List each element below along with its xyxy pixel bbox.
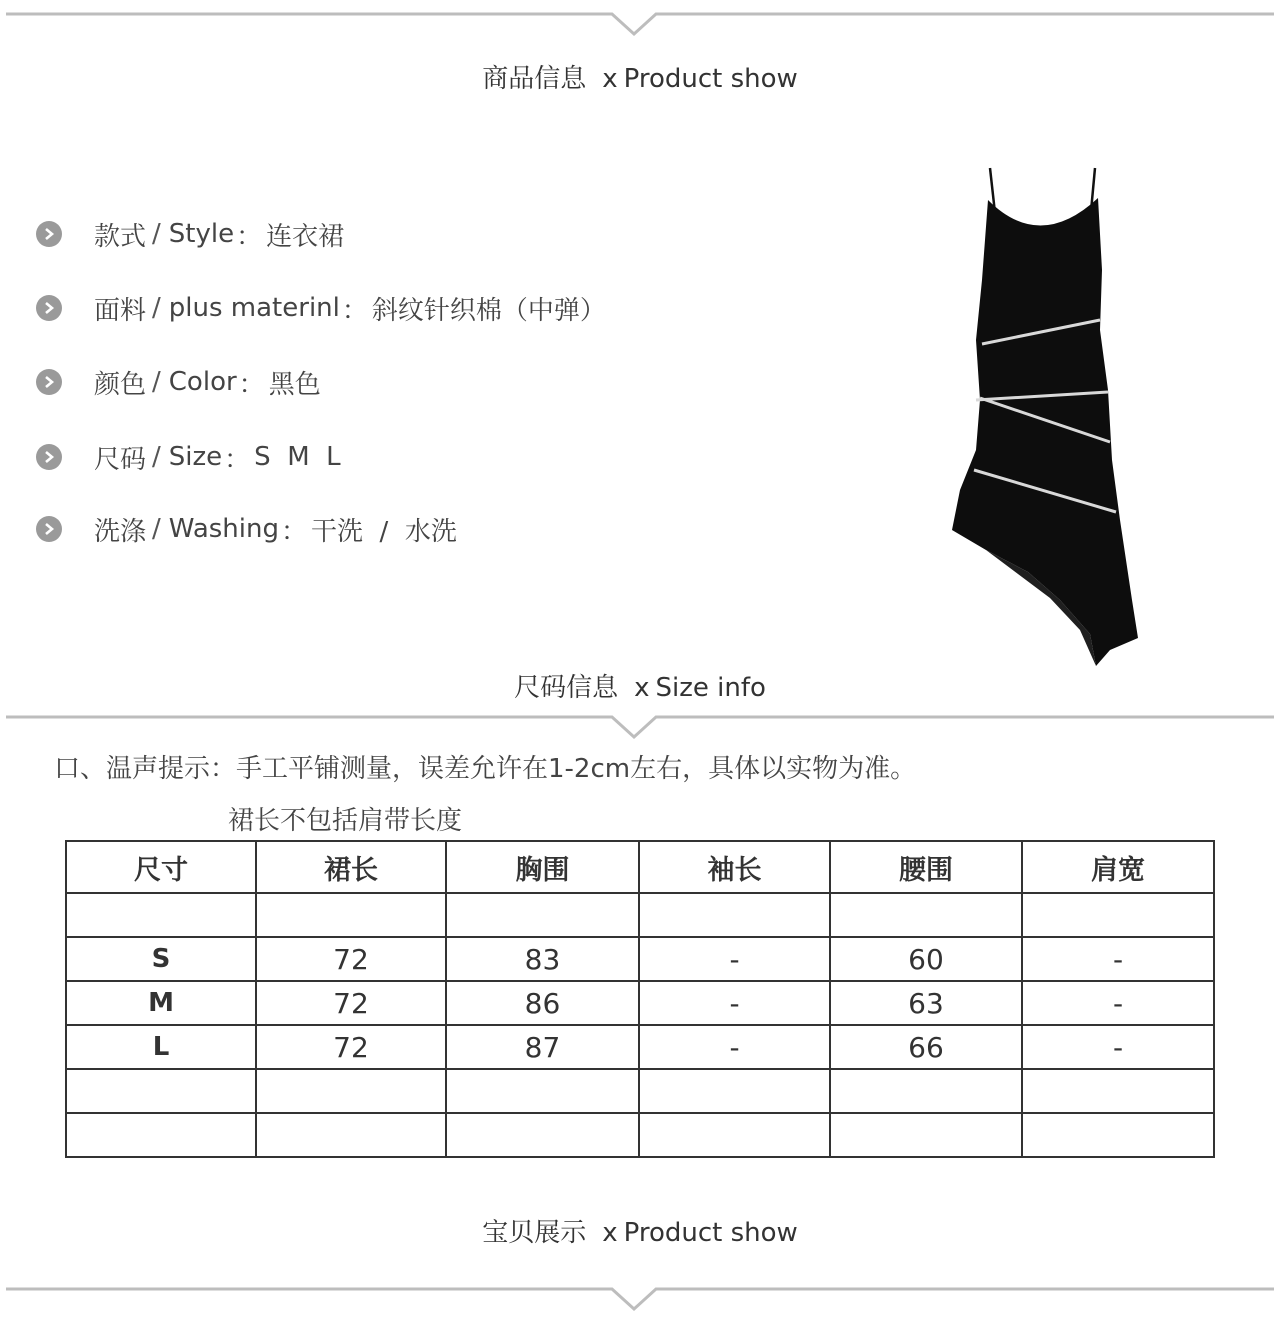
spec-value: 黑色 — [268, 369, 321, 400]
spec-value: 斜纹针织棉（中弹） — [371, 295, 606, 326]
table-cell: - — [639, 1025, 830, 1069]
table-cell: 86 — [446, 981, 639, 1025]
middle-divider — [0, 711, 1280, 735]
table-cell — [66, 1069, 256, 1113]
table-cell: 87 — [446, 1025, 639, 1069]
spec-label-cn: 洗涤 — [94, 516, 147, 547]
table-row — [66, 1025, 1214, 1069]
spec-label-cn: 面料 — [94, 295, 147, 326]
section-title-cn: 宝贝展示 — [482, 1218, 587, 1248]
table-cell: - — [639, 981, 830, 1025]
spec-sep: / — [152, 514, 161, 544]
spec-sep: / — [152, 293, 161, 323]
chevron-right-circle-icon — [36, 516, 62, 542]
section-title-x: x — [602, 1218, 618, 1248]
table-cell: M — [66, 981, 256, 1025]
table-cell — [446, 1069, 639, 1113]
table-cell: 72 — [256, 1025, 446, 1069]
table-cell — [830, 1069, 1022, 1113]
notch-down-icon — [0, 711, 1280, 741]
section-title-x: x — [602, 64, 618, 94]
table-header-row — [66, 841, 1214, 893]
section-title-en: Size info — [655, 673, 766, 703]
table-cell — [639, 1113, 830, 1157]
black-mermaid-slip-dress-photo — [940, 160, 1150, 675]
table-cell — [256, 1069, 446, 1113]
section-title-x: x — [634, 673, 650, 703]
table-cell — [256, 1113, 446, 1157]
table-row — [66, 937, 1214, 981]
spec-label-en: Washing — [168, 514, 279, 544]
spec-row-color — [36, 365, 321, 399]
spec-colon: ： — [236, 221, 263, 252]
table-cell: - — [639, 937, 830, 981]
column-header-waist: 腰围 — [830, 841, 1022, 893]
table-cell: 83 — [446, 937, 639, 981]
spec-colon: ： — [281, 516, 308, 547]
table-cell — [446, 1113, 639, 1157]
table-row — [66, 893, 1214, 937]
column-header-sleeve: 袖长 — [639, 841, 830, 893]
spec-value: 干洗 / 水洗 — [311, 516, 457, 547]
table-cell: 66 — [830, 1025, 1022, 1069]
section-title-cn: 商品信息 — [482, 64, 587, 94]
section-title-cn: 尺码信息 — [514, 673, 619, 703]
table-cell: - — [1022, 1025, 1214, 1069]
column-header-length: 裙长 — [256, 841, 446, 893]
chevron-right-circle-icon — [36, 444, 62, 470]
spec-value: 连衣裙 — [266, 221, 345, 252]
table-cell: S — [66, 937, 256, 981]
table-cell: L — [66, 1025, 256, 1069]
spec-row-style — [36, 217, 344, 251]
column-header-shoulder: 肩宽 — [1022, 841, 1214, 893]
spec-colon: ： — [238, 369, 265, 400]
spec-sep: / — [152, 442, 161, 472]
section-title-size — [0, 667, 1280, 704]
table-cell: 60 — [830, 937, 1022, 981]
measurement-notice: 口、温声提示：手工平铺测量，误差允许在1-2cm左右，具体以实物为准。 — [54, 754, 917, 784]
chevron-right-circle-icon — [36, 295, 62, 321]
spec-label-cn: 尺码 — [94, 444, 147, 475]
table-cell: 63 — [830, 981, 1022, 1025]
table-cell — [446, 893, 639, 937]
spec-label-cn: 款式 — [94, 221, 147, 252]
column-header-bust: 胸围 — [446, 841, 639, 893]
table-row — [66, 1113, 1214, 1157]
spec-row-size — [36, 440, 341, 474]
table-cell: - — [1022, 937, 1214, 981]
table-cell — [1022, 1069, 1214, 1113]
spec-row-material — [36, 291, 606, 325]
spec-colon: ： — [224, 444, 251, 475]
spec-sep: / — [152, 367, 161, 397]
spec-label-en: Size — [168, 442, 223, 472]
bottom-divider — [0, 1283, 1280, 1307]
notch-down-icon — [0, 1283, 1280, 1313]
table-cell — [639, 893, 830, 937]
notch-down-icon — [0, 8, 1280, 38]
chevron-right-circle-icon — [36, 369, 62, 395]
section-title-product — [0, 58, 1280, 95]
spec-sep: / — [152, 219, 161, 249]
table-cell: - — [1022, 981, 1214, 1025]
size-table — [65, 840, 1215, 1158]
table-cell — [256, 893, 446, 937]
table-cell — [830, 893, 1022, 937]
section-title-en: Product show — [623, 64, 798, 94]
spec-label-en: plus materinl — [168, 293, 340, 323]
table-cell — [66, 893, 256, 937]
table-cell — [639, 1069, 830, 1113]
table-cell — [1022, 1113, 1214, 1157]
table-cell: 72 — [256, 937, 446, 981]
table-row — [66, 1069, 1214, 1113]
section-title-gallery — [0, 1212, 1280, 1249]
spec-row-washing — [36, 512, 457, 546]
spec-label-cn: 颜色 — [94, 369, 147, 400]
table-cell — [1022, 893, 1214, 937]
spec-label-en: Style — [168, 219, 235, 249]
spec-colon: ： — [341, 295, 368, 326]
section-title-en: Product show — [623, 1218, 798, 1248]
spec-label-en: Color — [168, 367, 237, 397]
spec-value: S M L — [254, 442, 341, 472]
table-cell: 72 — [256, 981, 446, 1025]
table-cell — [66, 1113, 256, 1157]
length-note: 裙长不包括肩带长度 — [228, 806, 463, 836]
table-cell — [830, 1113, 1022, 1157]
chevron-right-circle-icon — [36, 221, 62, 247]
table-row — [66, 981, 1214, 1025]
column-header-size: 尺寸 — [66, 841, 256, 893]
top-divider — [0, 8, 1280, 32]
